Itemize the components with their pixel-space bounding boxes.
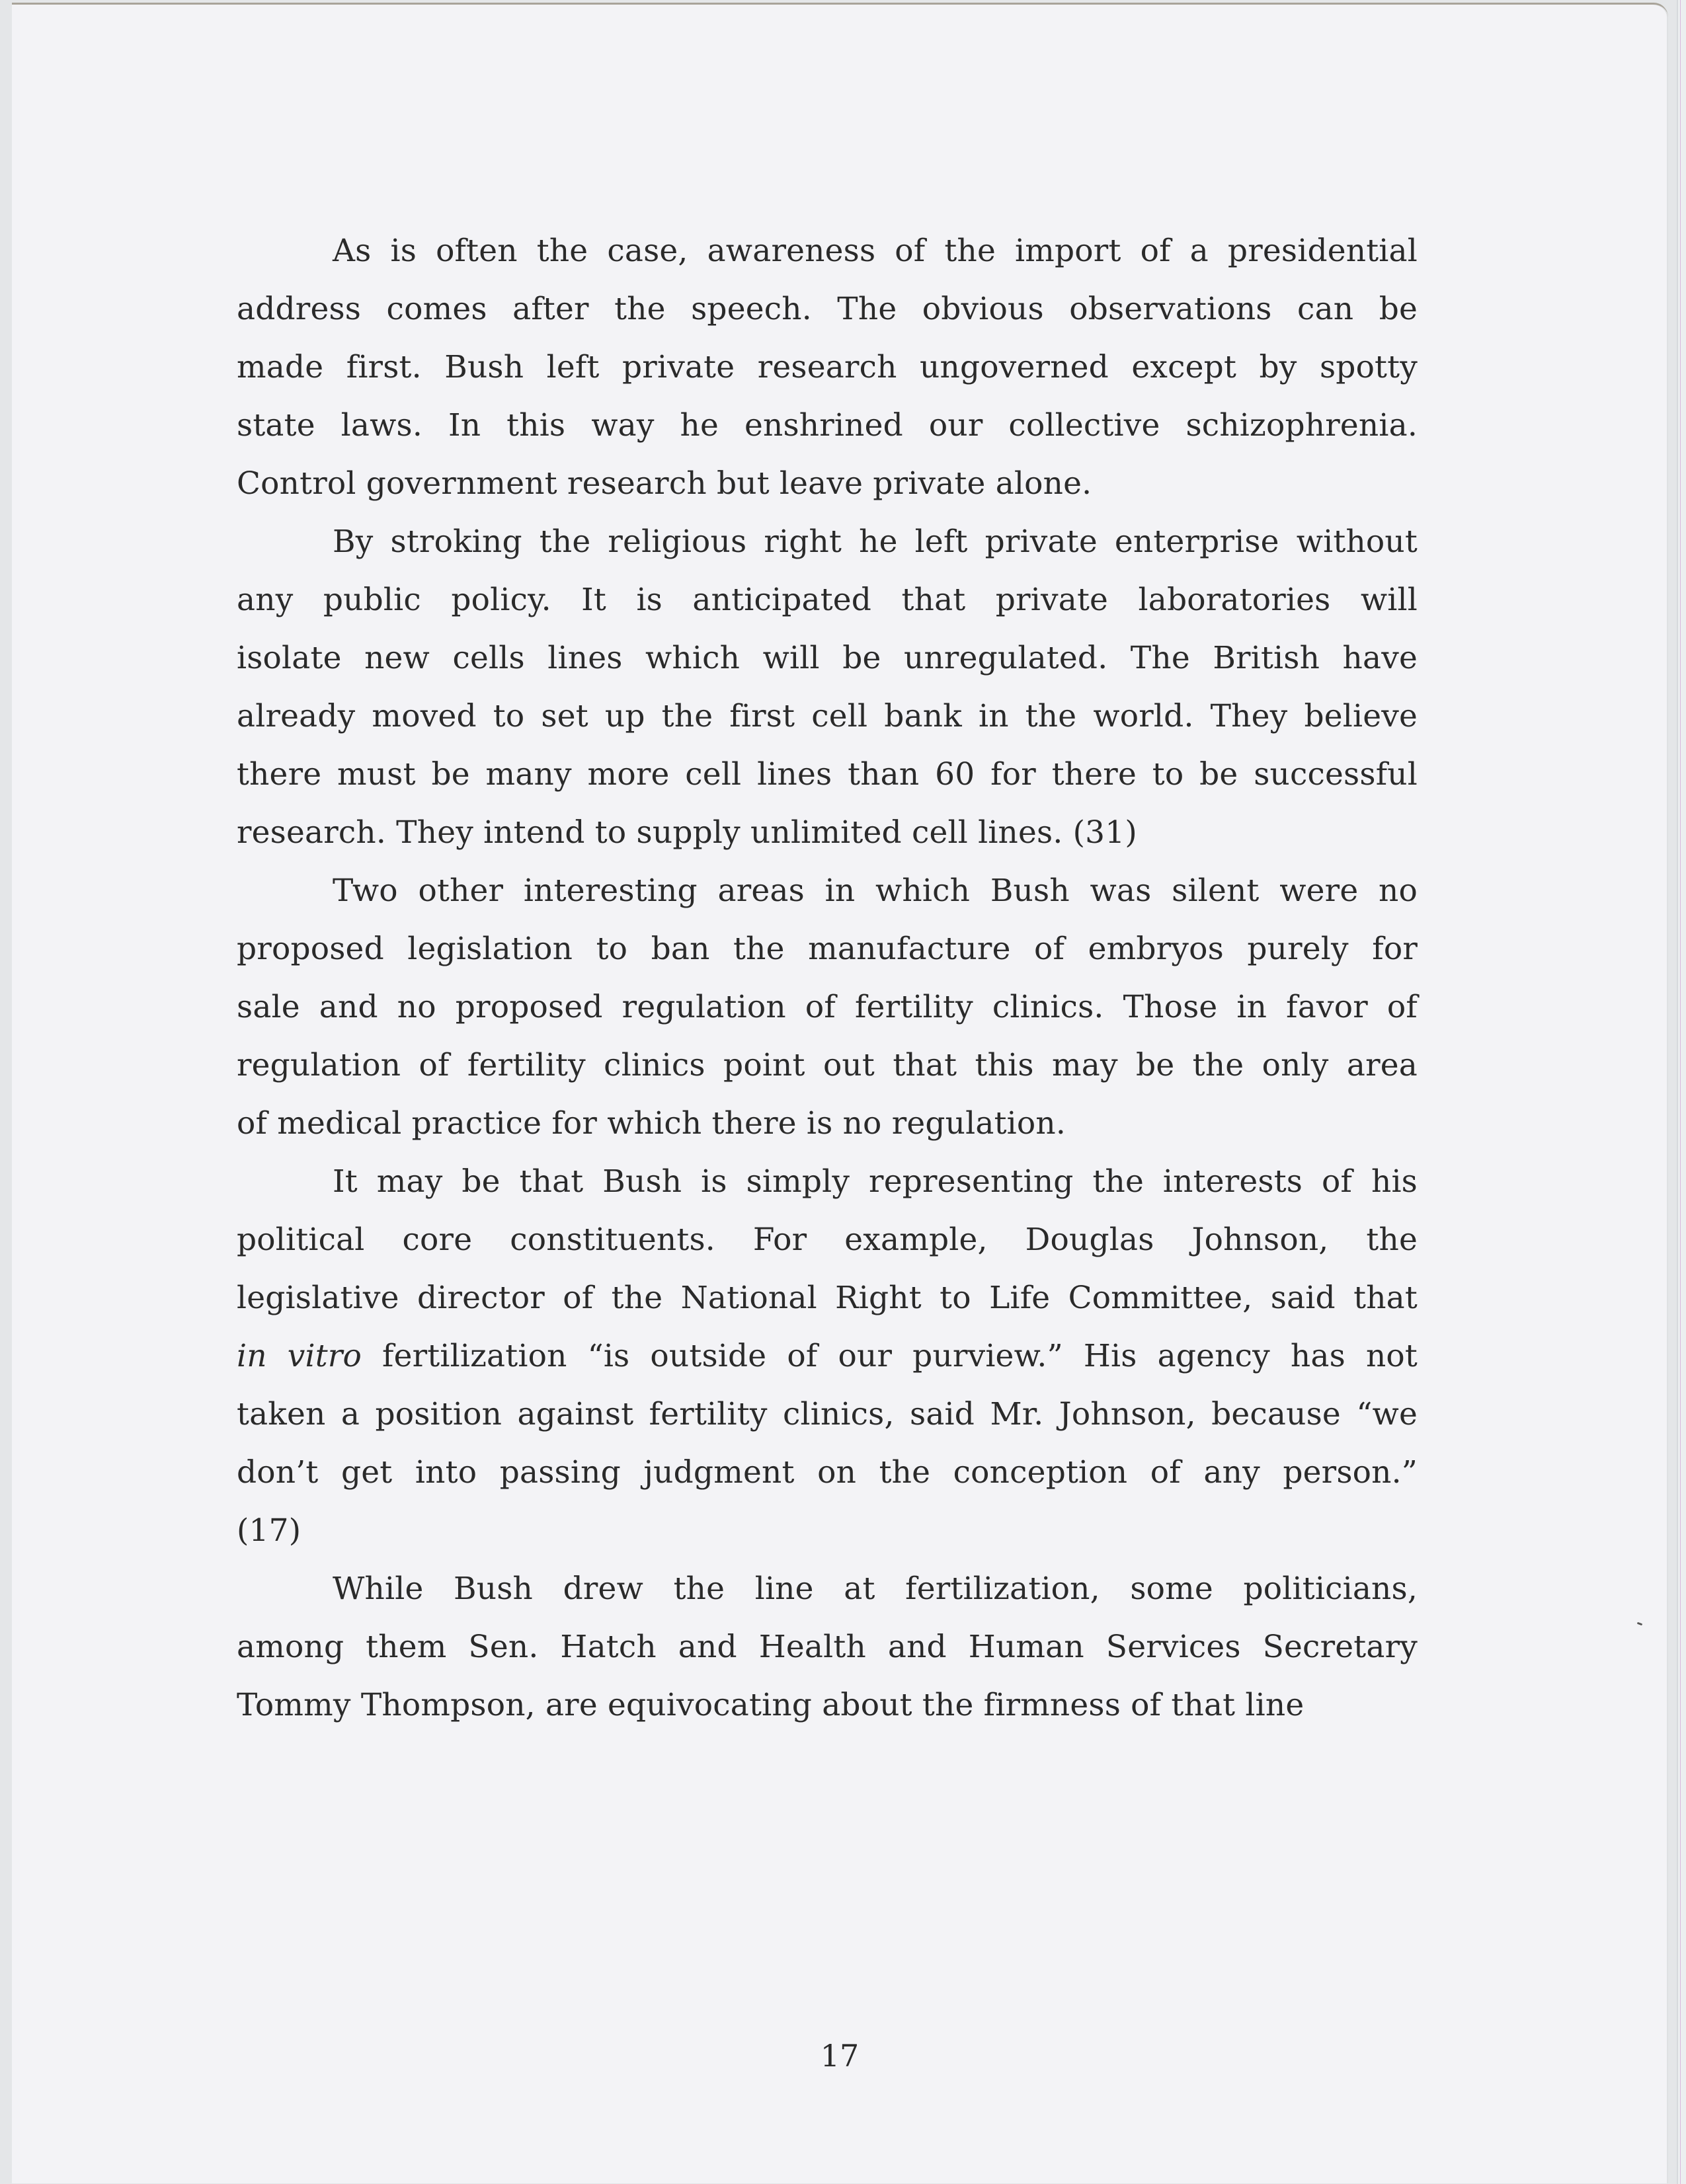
- paragraph-1-line-4: state laws. In this way he enshrined our collective schizophrenia.: [237, 407, 1418, 444]
- paragraph-4-line-5: taken a position against fertility clinics, said Mr. Johnson, because “we: [237, 1396, 1418, 1432]
- page-edge: [1677, 0, 1686, 2184]
- paragraph-5-line-1: While Bush drew the line at fertilization, some politicians,: [333, 1571, 1418, 1607]
- paragraph-3-line-4: regulation of fertility clinics point out that this may be the only area: [237, 1047, 1418, 1083]
- document-body: [237, 222, 1418, 1735]
- paragraph-4-line-6: don’t get into passing judgment on the conception of any person.”: [237, 1454, 1418, 1491]
- paragraph-2-line-2: any public policy. It is anticipated that private laboratories will: [237, 582, 1418, 618]
- paragraph-4-line-1: It may be that Bush is simply representing the interests of his: [333, 1163, 1418, 1200]
- paragraph-1-line-5: Control government research but leave private alone.: [237, 465, 1092, 502]
- paragraph-2-line-5: there must be many more cell lines than 60 for there to be successful: [237, 756, 1418, 793]
- paragraph-5-line-2: among them Sen. Hatch and Health and Human Services Secretary: [237, 1629, 1418, 1665]
- paragraph-4-line-4-text: fertilization “is outside of our purview.” His agency has not: [382, 1338, 1418, 1374]
- paragraph-2-line-1: By stroking the religious right he left private enterprise without: [333, 524, 1418, 560]
- paragraph-4-line-3: legislative director of the National Right to Life Committee, said that: [237, 1280, 1418, 1316]
- paragraph-3-line-2: proposed legislation to ban the manufacture of embryos purely for: [237, 931, 1418, 967]
- paragraph-3-line-5: of medical practice for which there is no regulation.: [237, 1105, 1066, 1142]
- paragraph-1-line-3: made first. Bush left private research ungoverned except by spotty: [237, 349, 1418, 385]
- paragraph-3-line-3: sale and no proposed regulation of fertility clinics. Those in favor of: [237, 989, 1418, 1025]
- paragraph-2-line-6: research. They intend to supply unlimited cell lines. (31): [237, 814, 1137, 851]
- paragraph-4-line-2: political core constituents. For example, Douglas Johnson, the: [237, 1222, 1418, 1258]
- paragraph-1-line-1: As is often the case, awareness of the import of a presidential: [333, 233, 1418, 269]
- paragraph-3-line-1: Two other interesting areas in which Bush was silent were no: [333, 873, 1418, 909]
- paragraph-4-line-4: [237, 1327, 1418, 1385]
- paragraph-5-line-3: Tommy Thompson, are equivocating about the firmness of that line: [237, 1687, 1305, 1723]
- paragraph-2-line-4: already moved to set up the first cell bank in the world. They believe: [237, 698, 1418, 734]
- page-number: 17: [820, 2038, 860, 2074]
- paragraph-2-line-3: isolate new cells lines which will be unregulated. The British have: [237, 640, 1418, 676]
- paragraph-4-line-7: (17): [237, 1512, 301, 1549]
- italic-term: in vitro: [237, 1338, 362, 1374]
- paragraph-1-line-2: address comes after the speech. The obvious observations can be: [237, 291, 1418, 327]
